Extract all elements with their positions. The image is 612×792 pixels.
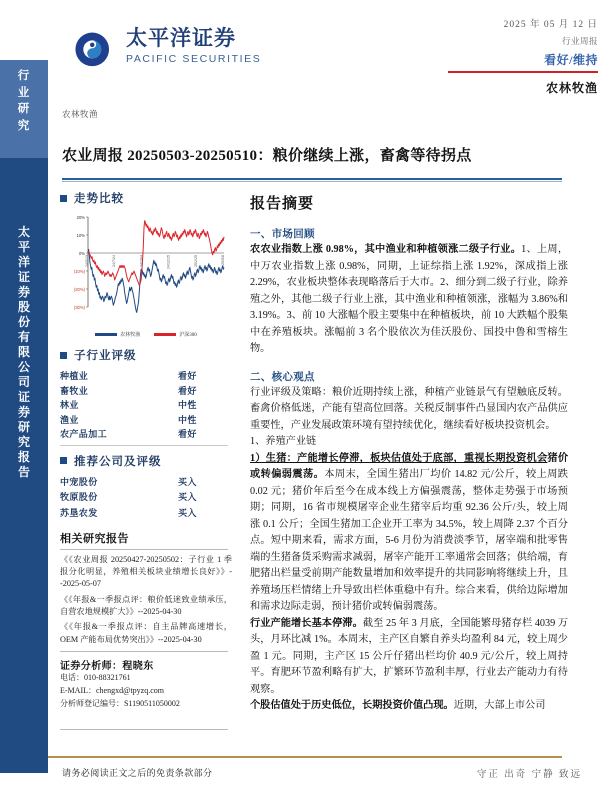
chart-y-tick-label: (20%) [73, 286, 85, 292]
section-text: 1、上周，中万农业指数上涨 0.98%，同期，上证综指上涨 1.92%，深成指上涨 2.29%，农业板块整体表现略落后于大市。2、细分到二级子行业，除养殖之外，其他二级子行业上涨，其中渔业和种植领涨，涨幅为 3.86%和 3.19%。3、前 10 大涨幅个股主要集中在种植板块，前 10 大跌幅个股集中在养殖板块。涨幅前 3 名个股依次为佳沃股份、国投中鲁和雪榕生物。 [250, 244, 569, 355]
item-lead-bold: 猪价或转偏弱震荡。 [250, 452, 569, 481]
report-date: 2025 年 05 月 12 日 [503, 20, 598, 30]
stock-name: 牧原股份 [60, 492, 98, 503]
subindustry-rating: 中性 [178, 400, 197, 411]
recommend-section-header [60, 453, 232, 469]
core-item-valuation [250, 698, 568, 715]
trend-comparison-chart [62, 211, 230, 329]
stock-rating: 买入 [178, 476, 197, 487]
chart-section-header [60, 190, 232, 206]
bullet-square-icon [60, 457, 67, 464]
subindustry-name: 农产品加工 [60, 429, 108, 440]
core-view-paragraph: 行业评级及策略：粮价近期持续上涨，种植产业链景气有望触底反转。畜禽价格低迷，产能有望高位回落。关税反制事件凸显国内农产品供应重要性，产业发展政策环境有望持续优化，继续看好板块投资机会。 [250, 386, 568, 431]
subindustry-name: 种植业 [60, 371, 89, 381]
abstract-title: 报告摘要 [250, 196, 315, 212]
chart-y-tick-label: 20% [76, 214, 85, 220]
chart-legend-item [154, 331, 197, 338]
analyst-bottom-divider [60, 729, 228, 730]
analyst-name: 证券分析师：程晓东 [60, 660, 154, 672]
left-column [60, 190, 232, 729]
section-market-review [250, 226, 568, 358]
chart-y-tick-label: 0% [78, 250, 85, 256]
title-rule [62, 178, 562, 180]
subindustry-divider [60, 445, 228, 446]
item-lead-bold: 行业产能增长基本停滞。 [250, 617, 363, 629]
chart-x-tick-label: 24/7/24 [112, 255, 117, 267]
section-core-views [250, 369, 568, 715]
header-meta [398, 16, 598, 96]
chart-x-tick-label: 25/2/25 [193, 255, 198, 267]
analyst-phone: 电话：010-88321761 [60, 672, 131, 682]
logo-text-cn: 太平洋证券 [126, 26, 236, 50]
recommended-stocks-table [60, 475, 228, 521]
industry-rating: 看好/维持 [544, 53, 598, 67]
page-title: 农业周报 20250503-20250510：粮价继续上涨，畜禽等待拐点 [62, 148, 472, 164]
related-reports-list [60, 554, 232, 646]
item-lead-bold: 个股估值处于历史低位，长期投资价值凸现。 [250, 700, 454, 712]
subindustry-rating: 看好 [178, 371, 197, 381]
related-reports-divider [60, 549, 228, 550]
item-text: 近期，大部上市公司 [453, 700, 546, 712]
subindustry-name: 林业 [60, 400, 79, 411]
report-type: 行业周报 [561, 36, 598, 46]
section-lead: 农农业指数上涨 0.98%，其中渔业和种植领涨二级子行业。 [250, 244, 522, 255]
trend-chart-svg [62, 211, 230, 329]
chart-y-tick-label: (10%) [73, 268, 85, 274]
subindustry-name: 畜牧业 [60, 385, 89, 396]
subindustry-section-header [60, 347, 232, 363]
chart-x-tick-label: 24/5/13 [85, 255, 89, 267]
header-sector: 农林牧渔 [545, 81, 598, 96]
bullet-square-icon [60, 352, 67, 359]
chart-section-label: 走势比较 [74, 193, 124, 205]
bullet-square-icon [60, 195, 67, 202]
stock-rating: 买入 [178, 507, 197, 518]
subindustry-rating: 看好 [178, 429, 197, 440]
footer-rule [48, 756, 562, 758]
item-lead-underline: 1）生猪：产能增长停滞，板块估值处于底部，重视长期投资机会 [250, 452, 548, 464]
recommended-stock-row [60, 506, 228, 521]
logo-text-en: PACIFIC SECURITIES [126, 53, 262, 66]
company-logo [62, 18, 261, 74]
item-text: 本周末，全国生猪出厂均价 14.82 元/公斤，较上周跌 0.02 元；猪价年后至今在成本线上方偏强震荡，整体走势强于市场预期；同期，16 省市规模屠宰企业生猪宰后均重 92.36 公斤/头，较上周涨 0.1 公斤；全国生猪加工企业开工率为 34.5%，较上周降 2.37 个百分点。短中期来看，需求方面，5-6 月份为消费淡季节，屠宰端和批零售端的生猪备货采购需求减弱，屠宰产能开工率通常会回落；供给端，育肥猪出栏量受前期产能数量增加和效率提升的共同影响将继续上升，且养殖场压栏情绪上升导致出栏体重稳中有升。综合来看，供给边际增加和需求边际走弱，预计猪价或转偏弱震荡。 [250, 469, 568, 613]
sidebar-vertical-label: 太 平 洋 证 券 股 份 有 限 公 司 证 券 研 究 报 告 [17, 225, 30, 479]
subindustry-rating-table [60, 369, 228, 442]
related-report-item[interactable]: 《《年报&一季报点评：自主品牌高速增长，OEM 产能布局优势突出》》--2025-04-30 [60, 622, 232, 644]
footer-disclaimer: 请务必阅读正文之后的免责条款部分 [62, 768, 213, 778]
chart-x-tick-label: 24/10/4 [139, 255, 144, 267]
pacific-securities-logo-icon [62, 18, 118, 74]
subindustry-name: 渔业 [60, 414, 79, 425]
analyst-license: 分析师登记编号：S1190511050002 [60, 698, 180, 708]
stock-rating: 买入 [178, 492, 197, 503]
spacer [250, 358, 568, 367]
subindustry-rating-row [60, 413, 228, 428]
chart-legend-label: 沪深300 [179, 333, 197, 338]
subindustry-section-label: 子行业评级 [74, 350, 137, 362]
chart-x-tick-label: 25/5/8 [221, 255, 225, 265]
subindustry-rating-row [60, 369, 228, 384]
recommended-stock-row [60, 475, 228, 490]
right-column [250, 192, 568, 715]
chart-series-line [88, 249, 224, 312]
related-reports-header: 相关研究报告 [60, 533, 129, 546]
subindustry-rating-row [60, 384, 228, 399]
header-red-rule [448, 71, 598, 73]
chart-legend-swatch [154, 333, 176, 335]
analyst-email: E-MAIL：chengxd@tpyzq.com [60, 685, 165, 695]
recommended-stock-row [60, 490, 228, 505]
recommend-section-label: 推荐公司及评级 [74, 455, 162, 468]
related-report-item[interactable]: 《《农业周报 20250427-20250502：子行业 1 季报分化明显，养殖相关板块业绩增长良好》》--2025-05-07 [60, 554, 232, 589]
section-heading: 二、核心观点 [250, 371, 315, 383]
analyst-divider [60, 651, 228, 652]
chart-legend [60, 331, 232, 338]
core-item-pig [250, 451, 568, 616]
subindustry-rating: 看好 [178, 385, 197, 396]
item-text: 截至 25 年 3 月底，全国能繁母猪存栏 4039 万头，月环比减 1%。本周末，主产区自繁自养头均盈利 84 元，较上周少盈 1 元。同期，主产区 15 公斤仔猪出栏均价 40.9 元/公斤，较上周持平。育肥环节盈利略有扩大，扩繁环节盈利丰厚，行业去产能动力有待观察。 [250, 617, 569, 695]
stock-name: 中宠股份 [60, 476, 98, 487]
footer-slogan: 守正 出奇 宁静 致远 [476, 770, 582, 780]
chart-legend-item [95, 331, 140, 338]
header-sector-small: 农林牧渔 [62, 109, 99, 119]
chart-x-tick-label: 24/12/15 [166, 255, 171, 269]
sidebar-top-label: 行 业 研 究 [17, 70, 31, 133]
chart-y-tick-label: (30%) [73, 304, 85, 310]
subindustry-rating-row [60, 398, 228, 413]
chart-legend-swatch [95, 333, 117, 335]
title-rule-thin [62, 181, 562, 182]
core-view-subheading: 1、养殖产业链 [250, 436, 317, 448]
subindustry-rating: 中性 [178, 414, 197, 425]
core-item-capacity [250, 616, 568, 699]
subindustry-rating-row [60, 427, 228, 442]
related-report-item[interactable]: 《《年报&一季报点评：粮价低迷致业绩承压，自营农地规模扩大》》--2025-04-30 [60, 594, 232, 617]
stock-name: 苏垦农发 [60, 507, 98, 518]
section-body [250, 242, 568, 358]
section-heading: 一、市场回顾 [250, 229, 315, 240]
chart-y-tick-label: 10% [76, 232, 85, 238]
chart-legend-label: 农林牧渔 [120, 333, 141, 338]
